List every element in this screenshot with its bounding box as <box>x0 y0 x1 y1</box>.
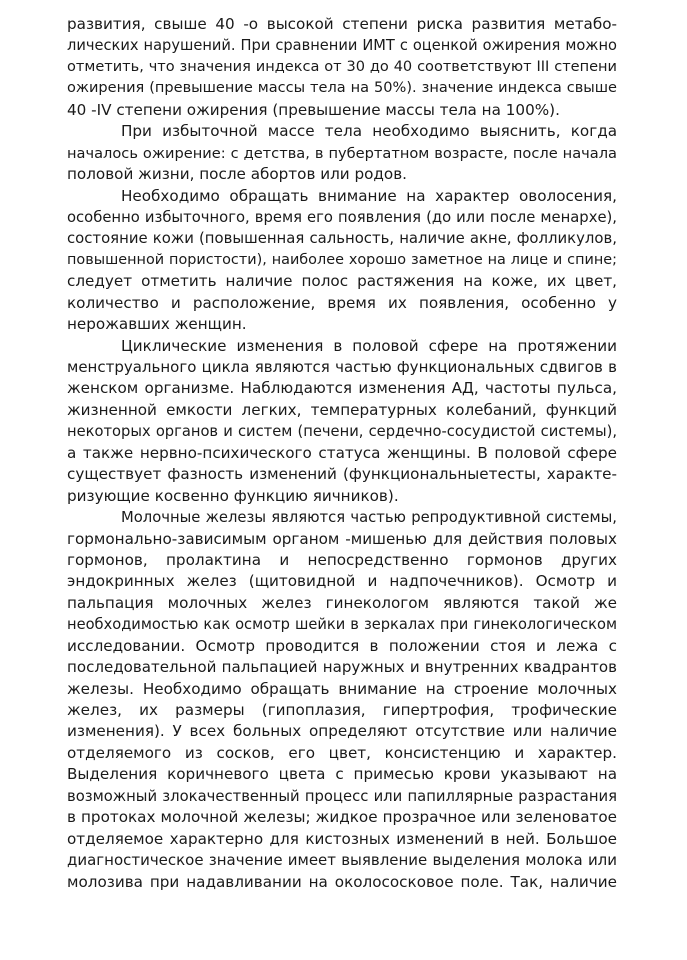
text-line: следует отметить наличие полос растяжения на коже, их цвет, <box>67 272 617 291</box>
text-line: началось ожирение: с детства, в пубертатном возрасте, после начала <box>67 144 617 162</box>
paragraph-first-line: Необходимо обращать внимание на характер оволосения, <box>121 186 617 205</box>
text-line: состояние кожи (повышенная сальность, наличие акне, фолликулов, <box>67 229 617 248</box>
text-line: некоторых органов и систем (печени, сердечно-сосудистой системы), <box>67 423 617 441</box>
text-line: отделяемое характерно для кистозных изменений в ней. Большое <box>67 829 617 848</box>
text-line: а также нервно-психического статуса женщины. В половой сфере <box>67 443 617 462</box>
text-line: в протоках молочной железы; жидкое прозрачное или зеленоватое <box>67 808 617 827</box>
text-line: изменения). У всех больных определяют отсутствие или наличие <box>67 722 617 741</box>
text-line: существует фазность изменений (функциональныетесты, характе- <box>67 465 617 484</box>
text-line: эндокринных желез (щитовидной и надпочечников). Осмотр и <box>67 572 617 591</box>
text-line: пальпация молочных желез гинекологом являются такой же <box>67 593 617 612</box>
text-line: возможный злокачественный процесс или папиллярные разрастания <box>67 787 617 805</box>
text-line: исследовании. Осмотр проводится в положении стоя и лежа с <box>67 636 617 655</box>
text-line: особенно избыточного, время его появления (до или после менархе), <box>67 208 617 226</box>
text-line: железы. Необходимо обращать внимание на строение молочных <box>67 679 617 698</box>
text-line: последовательной пальпацией наружных и внутренних квадрантов <box>67 658 617 677</box>
text-line: отделяемого из сосков, его цвет, консистенцию и характер. <box>67 743 617 762</box>
text-line: диагностическое значение имеет выявление выделения молока или <box>67 851 617 870</box>
text-line: необходимостью как осмотр шейки в зеркалах при гинекологическом <box>67 616 617 634</box>
body-text <box>67 14 617 893</box>
text-line: желез, их размеры (гипоплазия, гипертрофия, трофические <box>67 701 617 719</box>
text-line: Выделения коричневого цвета с примесью крови указывают на <box>67 765 617 784</box>
paragraph-first-line: Молочные железы являются частью репродуктивной системы, <box>121 509 617 527</box>
text-line: половой жизни, после абортов или родов. <box>67 165 407 184</box>
text-line: ризующие косвенно функцию яичников). <box>67 486 399 505</box>
text-line: менструального цикла являются частью функциональных сдвигов в <box>67 358 617 376</box>
text-line: лических нарушений. При сравнении ИМТ с оценкой ожирения можно <box>67 37 617 55</box>
text-line: гормонально-зависимым органом -мишенью для действия половых <box>67 529 617 548</box>
text-line: нерожавших женщин. <box>67 315 247 334</box>
text-line: ожирения (превышение массы тела на 50%). значение индекса свыше <box>67 80 617 97</box>
text-line: развития, свыше 40 -о высокой степени риска развития метабо- <box>67 15 617 33</box>
text-line: молозива при надавливании на околососковое поле. Так, наличие <box>67 872 617 891</box>
text-line: женском организме. Наблюдаются изменения АД, частоты пульса, <box>67 379 617 398</box>
text-line: количество и расположение, время их появления, особенно у <box>67 293 617 312</box>
text-line: повышенной пористости), наиболее хорошо заметное на лице и спине; <box>67 251 617 268</box>
paragraph-first-line: При избыточной массе тела необходимо выяснить, когда <box>121 122 617 141</box>
text-line: жизненной емкости легких, температурных колебаний, функций <box>67 400 617 419</box>
text-line: отметить, что значения индекса от 30 до 40 соответствуют III степени <box>67 58 617 75</box>
text-line: 40 -IV степени ожирения (превышение массы тела на 100%). <box>67 100 560 119</box>
text-line: гормонов, пролактина и непосредственно гормонов других <box>67 550 617 569</box>
paragraph-first-line: Циклические изменения в половой сфере на протяжении <box>121 336 617 355</box>
